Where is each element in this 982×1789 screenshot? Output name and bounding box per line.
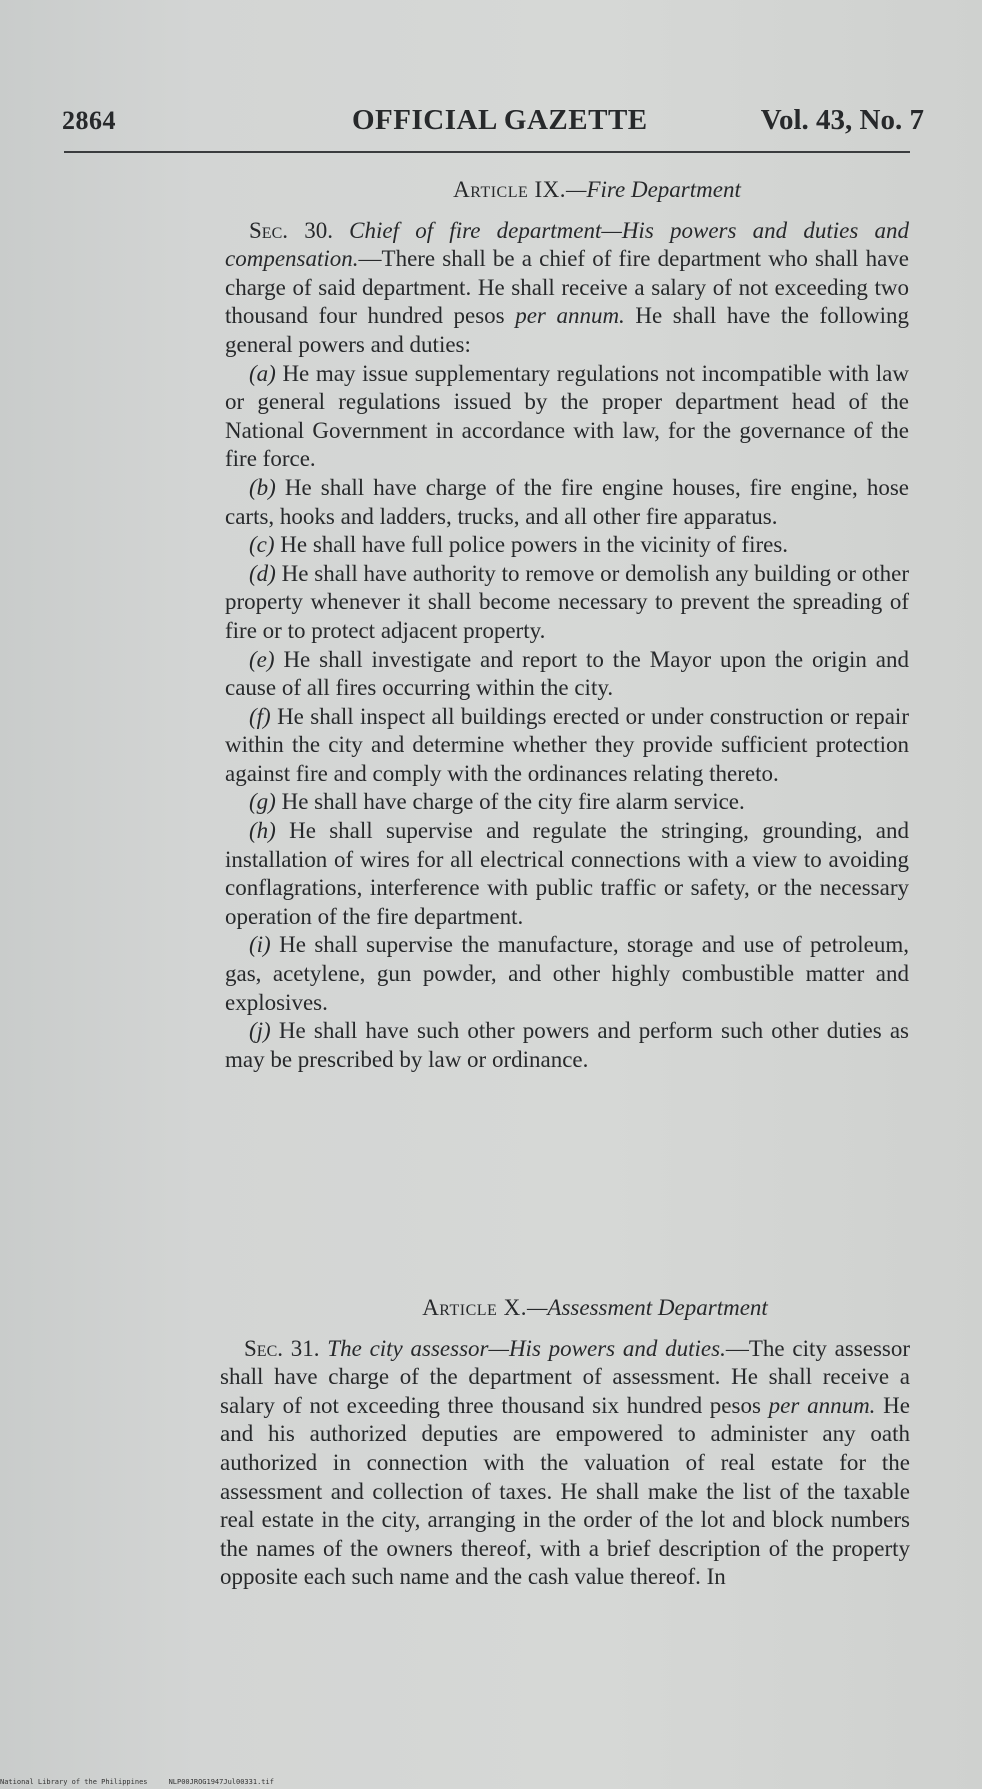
article-ix-heading: Article IX.—Fire Department (453, 177, 741, 202)
item-h: (h) He shall supervise and regulate the stringing, grounding, and installation of wires for all electrical connections with a view to avoiding conflagrations, interference with public traffic or safety, or the necessary operation of the fire department. (225, 818, 909, 929)
page-header (62, 104, 924, 140)
item-j: (j) He shall have such other powers and perform such other duties as may be prescribed by law or ordinance. (225, 1018, 909, 1072)
article-ix (225, 176, 909, 1074)
item-b: (b) He shall have charge of the fire engine houses, fire engine, hose carts, hooks and ladders, trucks, and all other fire apparatus. (225, 474, 909, 529)
article-x (220, 1294, 910, 1592)
journal-title: OFFICIAL GAZETTE (352, 104, 648, 136)
item-i: (i) He shall supervise the manufacture, storage and use of petroleum, gas, acetylene, gun powder, and other highly combustible matter and explosives. (225, 932, 909, 1015)
item-e: (e) He shall investigate and report to the Mayor upon the origin and cause of all fires occurring within the city. (225, 646, 909, 701)
header-rule (64, 151, 910, 153)
item-g: (g) He shall have charge of the city fire alarm service. (249, 789, 745, 815)
item-a: (a) He may issue supplementary regulations not incompatible with law or general regulations issued by the proper department head of the National Government in accordance with law, for the governance of the fire force. (225, 360, 909, 472)
item-f: (f) He shall inspect all buildings erected or under construction or repair within the city and determine whether they provide sufficient protection against fire and comply with the ordinances relating thereto. (225, 703, 909, 786)
volume-number: Vol. 43, No. 7 (760, 104, 924, 136)
scan-footer: National Library of the Philippines NLP00JROG1947Jul00331.tif (0, 1778, 274, 1786)
article-x-heading: Article X.—Assessment Department (422, 1295, 768, 1320)
item-d: (d) He shall have authority to remove or demolish any building or other property whenever it shall become necessary to prevent the spreading of fire or to protect adjacent property. (225, 560, 909, 643)
page-number: 2864 (62, 106, 116, 135)
section-30-intro: Sec. 30. Chief of fire department—His powers and duties and compensation.—There shall be a chief of fire department who shall have charge of said department. He shall receive a salary of not exceeding two thousand four hundred pesos per annum. He shall have the following general powers and duties: (225, 217, 909, 357)
item-c: (c) He shall have full police powers in the vicinity of fires. (249, 532, 789, 558)
section-31-body: Sec. 31. The city assessor—His powers and duties.—The city assessor shall have charge of the department of assessment. He shall receive a salary of not exceeding three thousand six hundred pesos per annum. He and his authorized deputies are empowered to administer any oath authorized in connection with the valuation of real estate for the assessment and collection of taxes. He shall make the list of the taxable real estate in the city, arranging in the order of the lot and block numbers the names of the owners thereof, with a brief description of the property opposite each such name and the cash value thereof. In (220, 1335, 911, 1590)
